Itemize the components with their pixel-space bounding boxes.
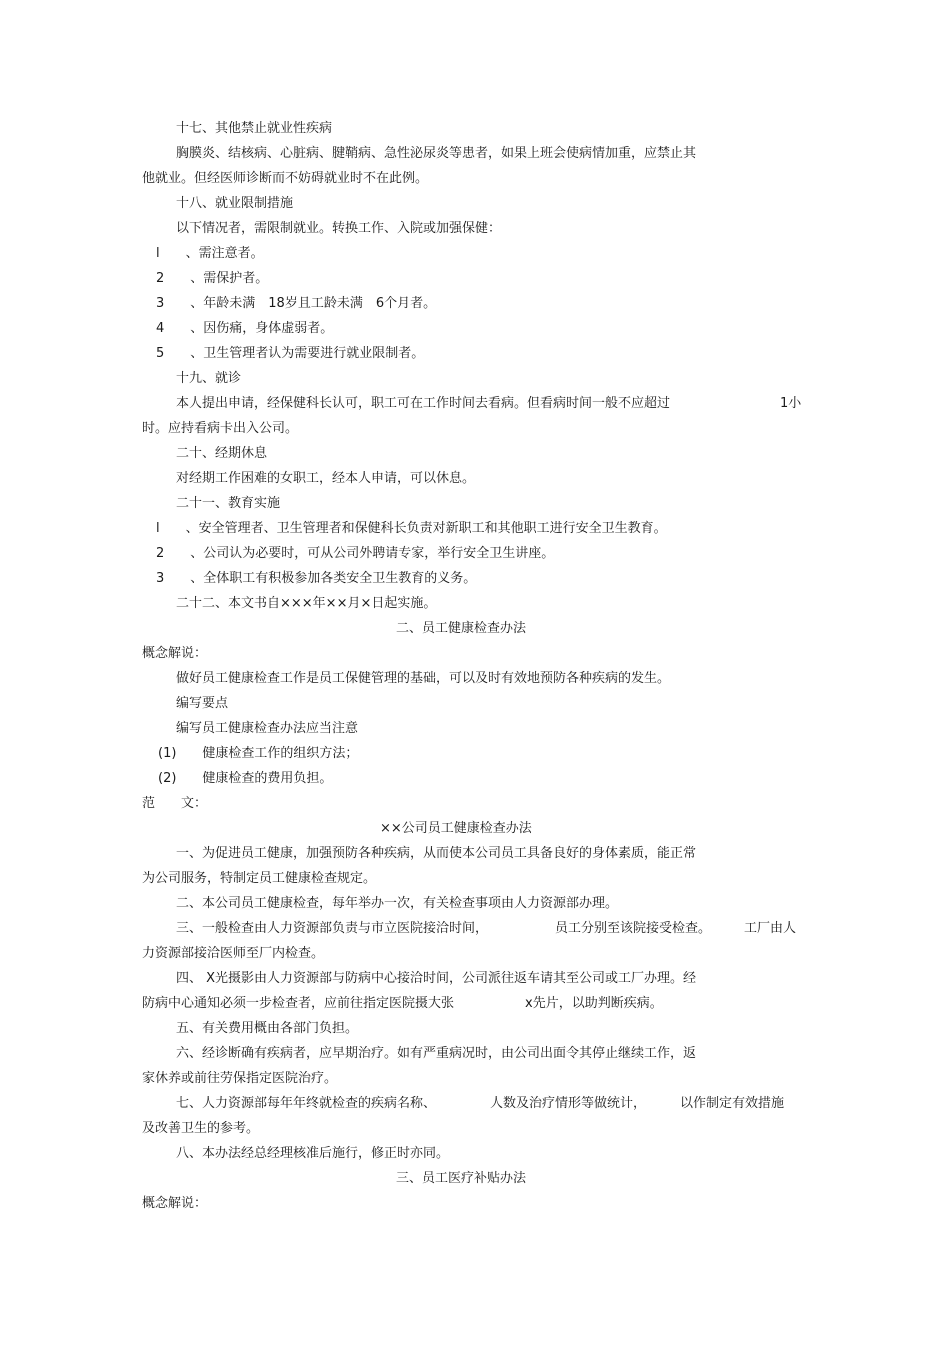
paragraph-line: 为公司服务，特制定员工健康检查规定。 (142, 871, 377, 886)
paragraph-line: 胸膜炎、结核病、心脏病、腱鞘病、急性泌尿炎等患者，如果上班会使病情加重，应禁止其 (176, 146, 697, 161)
list-item: 3 、年龄未满 18岁且工龄未满 6个月者。 (156, 296, 437, 311)
paragraph-line: 他就业。但经医师诊断而不妨碍就业时不在此例。 (142, 171, 429, 186)
paragraph-line: 时。应持看病卡出入公司。 (142, 421, 299, 436)
list-item: (1) 健康检查工作的组织方法； (158, 746, 359, 761)
section-heading-18: 十八、就业限制措施 (176, 196, 294, 211)
paragraph-line: 本人提出申请，经保健科长认可，职工可在工作时间去看病。但看病时间一般不应超过 (176, 396, 671, 411)
list-item: 2 、公司认为必要时，可从公司外聘请专家，举行安全卫生讲座。 (156, 546, 555, 561)
paragraph-line-fragment: 员工分别至该院接受检查。 (555, 921, 712, 936)
section-heading-19: 十九、就诊 (176, 371, 242, 386)
list-item: 3 、全体职工有积极参加各类安全卫生教育的义务。 (156, 571, 477, 586)
list-item: (2) 健康检查的费用负担。 (158, 771, 333, 786)
paragraph-line: 对经期工作困难的女职工，经本人申请，可以休息。 (176, 471, 476, 486)
list-item: l 、需注意者。 (156, 246, 264, 261)
paragraph-line: 六、经诊断确有疾病者，应早期治疗。如有严重病况时，由公司出面令其停止继续工作，返 (176, 1046, 697, 1061)
paragraph-line: 防病中心通知必须一步检查者，应前往指定医院摄大张 (142, 996, 455, 1011)
section-heading-21: 二十一、教育实施 (176, 496, 281, 511)
paragraph-line-fragment: 1小 (780, 396, 802, 411)
paragraph-line-fragment: x先片，以助判断疾病。 (525, 996, 663, 1011)
label-line: 概念解说： (142, 646, 208, 661)
paragraph-line: 家休养或前往劳保指定医院治疗。 (142, 1071, 338, 1086)
document-title: ××公司员工健康检查办法 (380, 821, 532, 836)
paragraph-line: 做好员工健康检查工作是员工保健管理的基础，可以及时有效地预防各种疾病的发生。 (176, 671, 671, 686)
paragraph-line-fragment: 工厂由人 (744, 921, 797, 936)
paragraph-line: 七、人力资源部每年年终就检查的疾病名称、 (176, 1096, 437, 1111)
list-item: 5 、卫生管理者认为需要进行就业限制者。 (156, 346, 425, 361)
paragraph-line: 三、一般检查由人力资源部负责与市立医院接洽时间， (176, 921, 489, 936)
paragraph-line: 以下情况者，需限制就业。转换工作、入院或加强保健： (176, 221, 502, 236)
list-item: 2 、需保护者。 (156, 271, 269, 286)
paragraph-line: 四、 X光摄影由人力资源部与防病中心接洽时间，公司派往返车请其至公司或工厂办理。经 (176, 971, 697, 986)
paragraph-line: 及改善卫生的参考。 (142, 1121, 260, 1136)
paragraph-line: 二、本公司员工健康检查，每年举办一次，有关检查事项由人力资源部办理。 (176, 896, 619, 911)
section-heading-20: 二十、经期休息 (176, 446, 268, 461)
label-line: 编写要点 (176, 696, 229, 711)
paragraph-line: 五、有关费用概由各部门负担。 (176, 1021, 359, 1036)
paragraph-line-fragment: 人数及治疗情形等做统计， (490, 1096, 647, 1111)
label-line: 概念解说： (142, 1196, 208, 1211)
paragraph-line: 一、为促进员工健康，加强预防各种疾病，从而使本公司员工具备良好的身体素质，能正常 (176, 846, 697, 861)
list-item: l 、安全管理者、卫生管理者和保健科长负责对新职工和其他职工进行安全卫生教育。 (156, 521, 667, 536)
label-line: 范 文： (142, 796, 208, 811)
paragraph-line-fragment: 以作制定有效措施 (680, 1096, 785, 1111)
paragraph-line: 力资源部接洽医师至厂内检查。 (142, 946, 325, 961)
paragraph-line: 编写员工健康检查办法应当注意 (176, 721, 359, 736)
section-heading-22: 二十二、本文书自×××年××月×日起实施。 (176, 596, 437, 611)
paragraph-line: 八、本办法经总经理核准后施行，修正时亦同。 (176, 1146, 450, 1161)
section-heading-17: 十七、其他禁止就业性疾病 (176, 121, 333, 136)
chapter-title: 二、员工健康检查办法 (396, 621, 527, 636)
chapter-title: 三、员工医疗补贴办法 (396, 1171, 527, 1186)
list-item: 4 、因伤痛，身体虚弱者。 (156, 321, 334, 336)
